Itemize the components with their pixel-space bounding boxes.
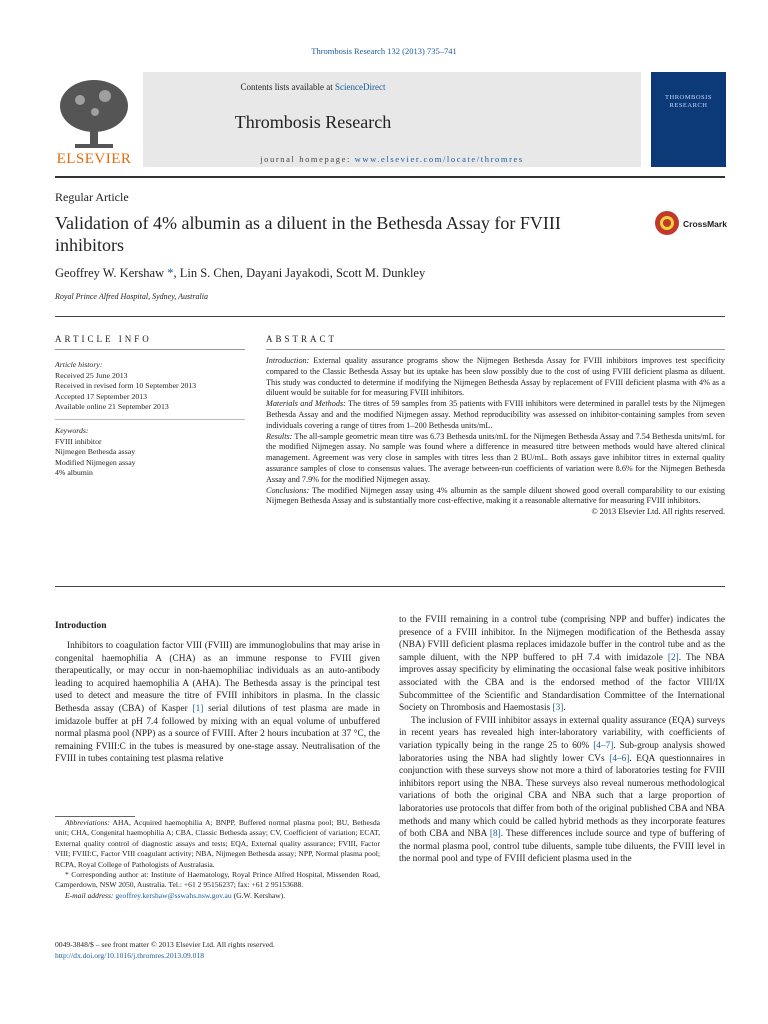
abstract-heading: ABSTRACT [266, 334, 338, 344]
body-right-column: to the FVIII remaining in a control tube (comprising NPP and buffer) indicates the presence of a FVIII inhibitor. In the Nijmegen modification of the Bethesda assay (NBA) FVIII deficient plasma replaces imidazole buffer in the control tube and as the sample diluent, with the NPP buffered to pH 7.4 with imidazole [2]. The NBA improves assay specificity by eliminating the occasional false weak positive inhibitors associated with the CBA and is the endorsed method of the factor VIII/IX Subcommittee of the Scientific and Standardisation Committee of the International Society on Thrombosis and Haemostasis [3]. The inclusion of FVIII inhibitor assays in external quality assurance (EQA) surveys in recent years has revealed high inter-laboratory variability, with coefficients of variation typically being in the range 25 to 60% [4–7]. Sub-group analysis showed laboratories using the NBA had slightly lower CVs [4–6]. EQA questionnaires in conjunction with these surveys show not more a third of laboratories testing for FVIII inhibitors report using the NBA. These surveys also reveal numerous methodological variations of both the original CBA and NBA such that a large proportion of laboratories use protocols that differ from both of the original published CBA and NBA methods and many which could be called hybrid methods as they incorporate features of both CBA and NBA [8]. These differences include source and type of buffering of the normal plasma pool, control tube diluents, sample tube diluents, the FVIII level in the normal pool and type of FVIII deficient plasma used in the [399, 615, 726, 865]
crossmark-icon [654, 208, 680, 238]
introduction-heading: Introduction [55, 621, 107, 631]
keyword: 4% albumin [55, 468, 93, 477]
crossmark-label: CrossMark [683, 219, 727, 229]
body-left-column: Inhibitors to coagulation factor VIII (FVIII) are immunoglobulins that may arise in congenital haemophilia A (CHA) as an immune response to FVIII given therapeutically, or may occur in non-haemophiliac individuals as an auto-antibody leading to acquired haemophilia A (AHA). The Bethesda assay is the principal test used to detect and measure the titre of FVIII inhibitors in plasma. In the classic Bethesda assay (CBA) of Kasper [1] serial dilutions of test plasma are made in imidazole buffer at pH 7.4 followed by mixing with an equal volume of unbuffered normal plasma pool (NPP) as a source of FVIII. After 2 hours incubation at 37 °C, the remaining FVIII:C in the tubes is measured by one-stage assay. Neutralisation of the FVIII in tubes containing test plasma relative [55, 641, 380, 765]
abstract-bottom-rule [55, 586, 725, 587]
history-line: Received 25 June 2013 [55, 370, 128, 380]
ref-4-7[interactable]: [4–7] [593, 740, 614, 751]
elsevier-wordmark: ELSEVIER [56, 151, 132, 167]
ref-4-6[interactable]: [4–6] [609, 753, 630, 764]
journal-homepage: journal homepage: www.elsevier.com/locate/thromres [260, 154, 524, 164]
ref-3[interactable]: [3] [552, 703, 564, 714]
keywords: Keywords: FVIII inhibitor Nijmegen Bethesda assay Modified Nijmegen assay 4% albumin [55, 426, 245, 479]
history-line: Received in revised form 10 September 2013 [55, 381, 197, 390]
header-divider [55, 176, 725, 178]
article-type: Regular Article [55, 190, 129, 204]
info-divider [55, 316, 725, 317]
cover-title: THROMBOSIS RESEARCH [665, 94, 712, 109]
history-line: Accepted 17 September 2013 [55, 391, 148, 401]
keyword: FVIII inhibitor [55, 436, 102, 446]
footnote-rule [55, 816, 135, 817]
article-history: Article history: Received 25 June 2013 Received in revised form 10 September 2013 Accepted 17 September 2013 Available online 21 September 2013 [55, 360, 245, 413]
journal-reference[interactable]: Thrombosis Research 132 (2013) 735–741 [311, 46, 457, 56]
crossmark-badge[interactable] [654, 208, 726, 240]
history-line: Available online 21 September 2013 [55, 402, 169, 411]
homepage-link[interactable]: www.elsevier.com/locate/thromres [354, 154, 524, 164]
keywords-divider [55, 419, 245, 420]
footnotes: Abbreviations: AHA, Acquired haemophilia A; BNPP, Buffered normal plasma pool; BU, Bethesda unit; CHA, Congenital haemophilia A; CBA, Classic Bethesda assay; CV, Coefficient of variation; ECAT, External quality control of diagnostic assays and tests; EQA, External quality assurance; FVIII, Factor VIII; FVIII:C, Factor VIII coagulant activity; NBA, Nijmegen Bethesda assay; NPP, Normal plasma pool; RCPA, Royal College of Pathologists of Australasia. * Corresponding author at: Institute of Haematology, Royal Prince Alfred Hospital, Missenden Road, Camperdown, NSW 2050, Australia. Tel.: +61 2 95156237; fax: +61 2 95153688. E-mail address: geoffrey.kershaw@sswahs.nsw.gov.au (G.W. Kershaw). [55, 818, 380, 900]
sciencedirect-link[interactable]: ScienceDirect [335, 82, 386, 92]
copyright: © 2013 Elsevier Ltd. All rights reserved. [591, 507, 725, 517]
author-list: Geoffrey W. Kershaw *, Lin S. Chen, Dayani Jayakodi, Scott M. Dunkley [55, 266, 426, 280]
affiliation: Royal Prince Alfred Hospital, Sydney, Australia [55, 292, 208, 301]
abstract-rule [266, 349, 725, 350]
ref-8[interactable]: [8] [489, 829, 501, 840]
journal-cover-image [651, 72, 726, 167]
page-footer [55, 939, 380, 961]
article-info-heading: ARTICLE INFO [55, 334, 152, 344]
contents-line: Contents lists available at ScienceDirect [240, 82, 386, 92]
article-info-rule [55, 349, 245, 350]
article-title: Validation of 4% albumin as a diluent in the Bethesda Assay for FVIII inhibitors [55, 213, 561, 255]
journal-name: Thrombosis Research [234, 112, 392, 132]
abstract-body: Introduction: External quality assurance programs show the Nijmegen Bethesda Assay for FVIII inhibitors improves test specificity compared to the Classic Bethesda Assay but its uptake has been slow possibly due to the cost of using FVIII deficient plasma as diluent. This study was conducted to determine if modifying the Nijmegen Bethesda Assay by replacement of FVIII deficient plasma with 4% as a diluent would be suitable for for measuring FVIII inhibitors. Materials and Methods: The titres of 59 samples from 35 patients with FVIII inhibitors were determined in parallel tests by the Nijmegen Bethesda Assay and and the modified Nijmegen assay. Method reproducibility was assessed on inhibitor-containing samples from seven individuals covering a range of titres from 1–200 Bethesda units/mL. Results: The all-sample geometric mean titre was 6.73 Bethesda units/mL for the Nijmegen Bethesda Assay and 7.54 Bethesda units/mL for the modified Nijmegen assay. No sample was found where a difference in measured titre between methods would have altered clinical management. Agreement was very close in samples with titres less than 2 BU/mL. Both assays gave inhibitor titres in external quality assurance samples of close to consensus values. The average between-run coefficients of variation were 8.6% for the Nijmegen Bethesda Assay and 7.9% for the modified Nijmegen assay. Conclusions: The modified Nijmegen assay using 4% albumin as the sample diluent showed good overall comparability to our existing Nijmegen Bethesda Assay and is substantially more cost-effective, making it a reasonable alternative for measuring FVIII inhibitors. © 2013 Elsevier Ltd. All rights reserved. [266, 356, 725, 517]
doi-link[interactable]: http://dx.doi.org/10.1016/j.thromres.2013.09.018 [55, 951, 204, 960]
author-email-link[interactable]: geoffrey.kershaw@sswahs.nsw.gov.au [115, 890, 232, 900]
keyword: Nijmegen Bethesda assay [55, 447, 136, 456]
keyword: Modified Nijmegen assay [55, 457, 136, 467]
ref-1[interactable]: [1] [192, 703, 204, 714]
ref-2[interactable]: [2] [667, 652, 679, 663]
corresponding-author-star[interactable]: * [167, 266, 174, 280]
issn-line: 0049-3848/$ – see front matter © 2013 Elsevier Ltd. All rights reserved. [55, 940, 275, 949]
